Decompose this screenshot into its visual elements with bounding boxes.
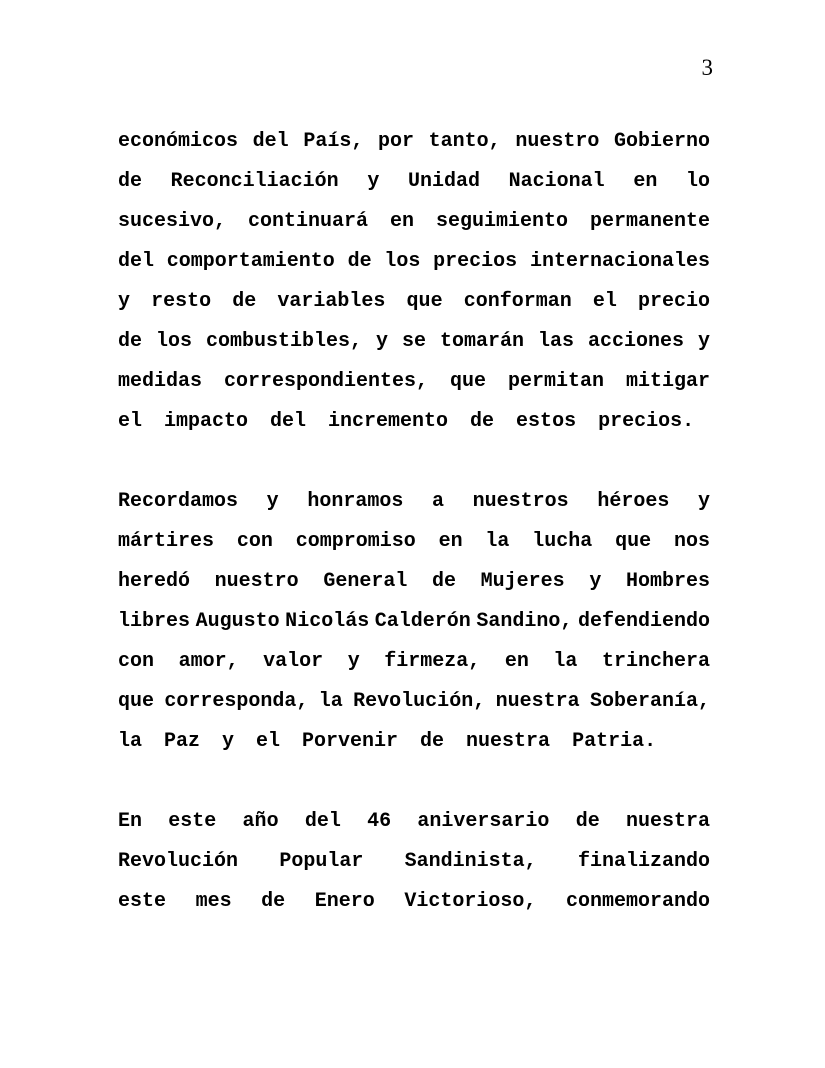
text-line: y resto de variables que conforman el precio bbox=[118, 290, 710, 313]
page-number: 3 bbox=[701, 55, 713, 80]
text-line: de Reconciliación y Unidad Nacional en lo bbox=[118, 170, 710, 193]
text-line: la Paz y el Porvenir de nuestra Patria. bbox=[118, 730, 657, 753]
text-line: En este año del 46 aniversario de nuestra bbox=[118, 810, 710, 833]
text-line: Revolución Popular Sandinista, finalizando bbox=[118, 850, 710, 873]
text-line: este mes de Enero Victorioso, conmemorando bbox=[118, 890, 710, 913]
text-line: con amor, valor y firmeza, en la trinchera bbox=[118, 650, 710, 673]
paragraph bbox=[118, 122, 710, 442]
text-line: el impacto del incremento de estos precios. bbox=[118, 410, 695, 433]
text-line: heredó nuestro General de Mujeres y Hombres bbox=[118, 570, 710, 593]
text-line: sucesivo, continuará en seguimiento permanente bbox=[118, 210, 710, 233]
text-line: Recordamos y honramos a nuestros héroes y bbox=[118, 490, 710, 513]
text-line: de los combustibles, y se tomarán las acciones y bbox=[118, 330, 710, 353]
text-line: del comportamiento de los precios internacionales bbox=[118, 250, 710, 273]
paragraph bbox=[118, 482, 710, 762]
paragraph bbox=[118, 802, 710, 922]
text-line: económicos del País, por tanto, nuestro Gobierno bbox=[118, 130, 710, 153]
text-line: mártires con compromiso en la lucha que nos bbox=[118, 530, 710, 553]
document-body bbox=[118, 122, 710, 922]
text-line: medidas correspondientes, que permitan mitigar bbox=[118, 370, 710, 393]
text-line: libres Augusto Nicolás Calderón Sandino, defendiendo bbox=[118, 610, 710, 633]
text-line: que corresponda, la Revolución, nuestra Soberanía, bbox=[118, 690, 710, 713]
